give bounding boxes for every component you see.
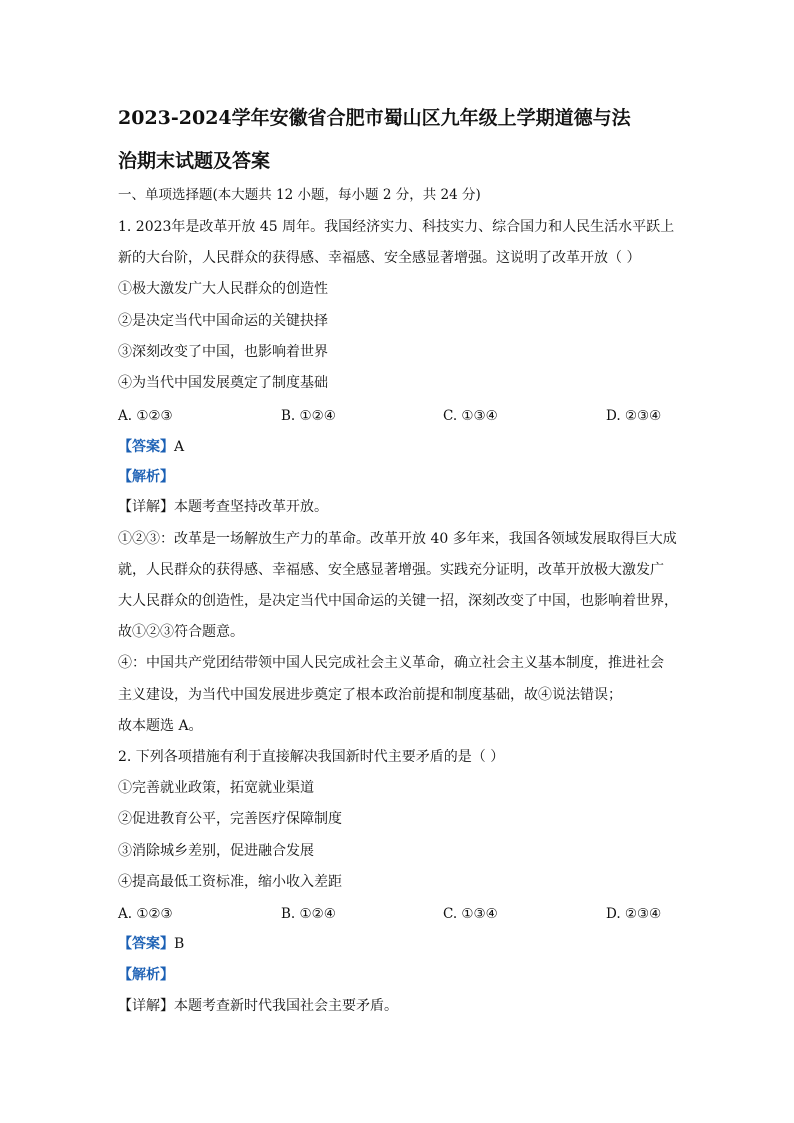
q2-option-c: C. ①③④: [443, 906, 498, 922]
answer-label: 【答案】: [118, 439, 174, 455]
analysis-label: 【解析】: [118, 967, 174, 983]
answer-value: B: [174, 936, 185, 952]
q2-answer: [118, 936, 184, 952]
q1-explanation-line-3: 大人民群众的创造性，是决定当代中国命运的关键一招，深刻改变了中国，也影响着世界，: [118, 593, 678, 609]
q2-item-1: ①完善就业政策，拓宽就业渠道: [118, 780, 314, 796]
q2-analysis: [118, 967, 174, 983]
q1-stem-line-2: 新的大台阶，人民群众的获得感、幸福感、安全感显著增强。这说明了改革开放（ ）: [118, 250, 641, 266]
q2-stem: 2. 下列各项措施有利于直接解决我国新时代主要矛盾的是（ ）: [118, 749, 505, 765]
analysis-label: 【解析】: [118, 469, 174, 485]
detail-text: 本题考查新时代我国社会主要矛盾。: [174, 998, 398, 1014]
q1-item-3: ③深刻改变了中国，也影响着世界: [118, 344, 328, 360]
q1-explanation-line-2: 就，人民群众的获得感、幸福感、安全感显著增强。实践充分证明，改革开放极大激发广: [118, 562, 664, 578]
q2-option-a: A. ①②③: [118, 906, 173, 922]
q2-item-3: ③消除城乡差别，促进融合发展: [118, 843, 314, 859]
q1-item-2: ②是决定当代中国命运的关键抉择: [118, 313, 328, 329]
q1-option-c: C. ①③④: [443, 408, 498, 424]
detail-label: 【详解】: [118, 998, 174, 1014]
detail-text: 本题考查坚持改革开放。: [174, 499, 328, 515]
q1-explanation-line-1: ①②③：改革是一场解放生产力的革命。改革开放 40 多年来，我国各领域发展取得巨大成: [118, 531, 677, 547]
q2-option-b: B. ①②④: [281, 906, 336, 922]
q1-option-d: D. ②③④: [606, 408, 662, 424]
q1-explanation-line-6: 主义建设，为当代中国发展进步奠定了根本政治前提和制度基础，故④说法错误；: [118, 687, 622, 703]
q1-option-a: A. ①②③: [118, 408, 173, 424]
q1-explanation-line-5: ④：中国共产党团结带领中国人民完成社会主义革命，确立社会主义基本制度，推进社会: [118, 655, 664, 671]
q1-detail: [118, 499, 328, 515]
answer-value: A: [174, 439, 185, 455]
q1-answer: [118, 439, 184, 455]
q2-item-4: ④提高最低工资标准，缩小收入差距: [118, 874, 342, 890]
q1-explanation-line-4: 故①②③符合题意。: [118, 624, 244, 640]
q2-option-d: D. ②③④: [606, 906, 662, 922]
document-title-line-1: 2023-2024学年安徽省合肥市蜀山区九年级上学期道德与法: [118, 107, 631, 129]
q1-option-b: B. ①②④: [281, 408, 336, 424]
q2-item-2: ②促进教育公平，完善医疗保障制度: [118, 811, 342, 827]
q1-conclusion: 故本题选 A。: [118, 718, 203, 734]
q1-analysis: [118, 469, 174, 485]
detail-label: 【详解】: [118, 499, 174, 515]
section-heading: 一、单项选择题(本大题共 12 小题，每小题 2 分，共 24 分): [118, 187, 481, 203]
q1-stem-line-1: 1. 2023年是改革开放 45 周年。我国经济实力、科技实力、综合国力和人民生活水平跃上: [118, 219, 675, 235]
q1-item-4: ④为当代中国发展奠定了制度基础: [118, 375, 328, 391]
answer-label: 【答案】: [118, 936, 174, 952]
document-title-line-2: 治期末试题及答案: [118, 150, 271, 172]
q2-detail: [118, 998, 398, 1014]
q1-item-1: ①极大激发广大人民群众的创造性: [118, 281, 328, 297]
